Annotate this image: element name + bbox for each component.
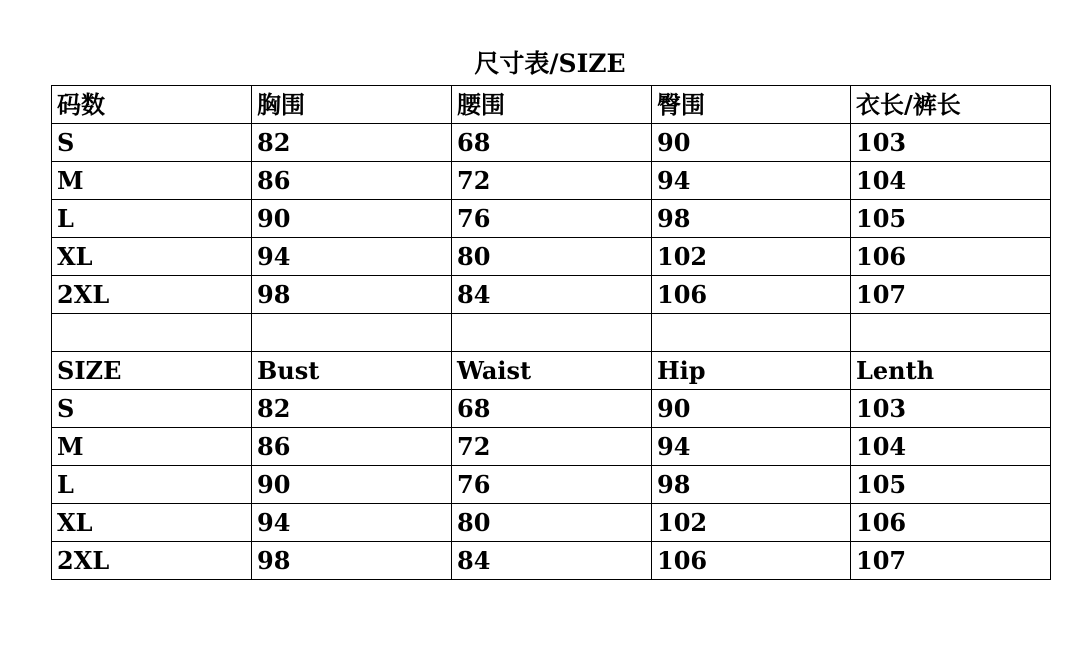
header-cell-waist-en: Waist bbox=[452, 352, 652, 390]
table-cell: 104 bbox=[851, 428, 1051, 466]
table-cell: 107 bbox=[851, 276, 1051, 314]
table-row bbox=[52, 542, 1051, 580]
table-cell: 94 bbox=[652, 428, 851, 466]
table-cell: S bbox=[52, 390, 252, 428]
table-cell: M bbox=[52, 162, 252, 200]
page-title: 尺寸表/SIZE bbox=[474, 49, 626, 78]
table-cell: M bbox=[52, 428, 252, 466]
table-cell: 90 bbox=[652, 124, 851, 162]
table-header-row-en bbox=[52, 352, 1051, 390]
empty-cell bbox=[252, 314, 452, 352]
table-cell: S bbox=[52, 124, 252, 162]
table-row bbox=[52, 238, 1051, 276]
table-cell: 86 bbox=[252, 428, 452, 466]
table-row bbox=[52, 162, 1051, 200]
table-cell: 76 bbox=[452, 200, 652, 238]
header-cell-waist-cn: 腰围 bbox=[452, 86, 652, 124]
table-cell: 104 bbox=[851, 162, 1051, 200]
table-cell: 72 bbox=[452, 162, 652, 200]
table-cell: XL bbox=[52, 504, 252, 542]
empty-cell bbox=[452, 314, 652, 352]
table-cell: 105 bbox=[851, 466, 1051, 504]
table-cell: 86 bbox=[252, 162, 452, 200]
header-cell-hip-cn: 臀围 bbox=[652, 86, 851, 124]
table-cell: 105 bbox=[851, 200, 1051, 238]
header-cell-size-cn: 码数 bbox=[52, 86, 252, 124]
table-cell: 80 bbox=[452, 238, 652, 276]
table-cell: 102 bbox=[652, 504, 851, 542]
table-cell: 106 bbox=[652, 276, 851, 314]
table-cell: 68 bbox=[452, 390, 652, 428]
table-row bbox=[52, 390, 1051, 428]
table-cell: 72 bbox=[452, 428, 652, 466]
empty-cell bbox=[652, 314, 851, 352]
table-cell: 68 bbox=[452, 124, 652, 162]
table-cell: 98 bbox=[652, 200, 851, 238]
table-cell: 98 bbox=[652, 466, 851, 504]
empty-separator-row bbox=[52, 314, 1051, 352]
table-header-row-cn bbox=[52, 86, 1051, 124]
table-cell: 82 bbox=[252, 124, 452, 162]
header-cell-bust-en: Bust bbox=[252, 352, 452, 390]
header-cell-length-en: Lenth bbox=[851, 352, 1051, 390]
table-cell: 2XL bbox=[52, 542, 252, 580]
table-row bbox=[52, 466, 1051, 504]
table-cell: 76 bbox=[452, 466, 652, 504]
table-cell: L bbox=[52, 466, 252, 504]
table-cell: 106 bbox=[652, 542, 851, 580]
table-cell: 94 bbox=[252, 504, 452, 542]
table-cell: 103 bbox=[851, 390, 1051, 428]
table-cell: 82 bbox=[252, 390, 452, 428]
table-row bbox=[52, 276, 1051, 314]
table-cell: 102 bbox=[652, 238, 851, 276]
table-cell: 98 bbox=[252, 276, 452, 314]
header-cell-length-cn: 衣长/裤长 bbox=[851, 86, 1051, 124]
table-cell: 80 bbox=[452, 504, 652, 542]
table-cell: 106 bbox=[851, 504, 1051, 542]
table-cell: L bbox=[52, 200, 252, 238]
size-chart-table bbox=[51, 85, 1051, 580]
table-cell: 107 bbox=[851, 542, 1051, 580]
table-cell: 94 bbox=[652, 162, 851, 200]
empty-cell bbox=[52, 314, 252, 352]
table-cell: 84 bbox=[452, 542, 652, 580]
header-cell-size-en: SIZE bbox=[52, 352, 252, 390]
table-cell: 106 bbox=[851, 238, 1051, 276]
table-cell: 94 bbox=[252, 238, 452, 276]
table-row bbox=[52, 428, 1051, 466]
table-row bbox=[52, 200, 1051, 238]
table-cell: 98 bbox=[252, 542, 452, 580]
table-cell: 84 bbox=[452, 276, 652, 314]
header-cell-bust-cn: 胸围 bbox=[252, 86, 452, 124]
table-cell: 103 bbox=[851, 124, 1051, 162]
table-cell: 90 bbox=[652, 390, 851, 428]
table-row bbox=[52, 124, 1051, 162]
table-cell: 2XL bbox=[52, 276, 252, 314]
table-row bbox=[52, 504, 1051, 542]
table-cell: 90 bbox=[252, 466, 452, 504]
table-cell: 90 bbox=[252, 200, 452, 238]
header-cell-hip-en: Hip bbox=[652, 352, 851, 390]
table-cell: XL bbox=[52, 238, 252, 276]
empty-cell bbox=[851, 314, 1051, 352]
